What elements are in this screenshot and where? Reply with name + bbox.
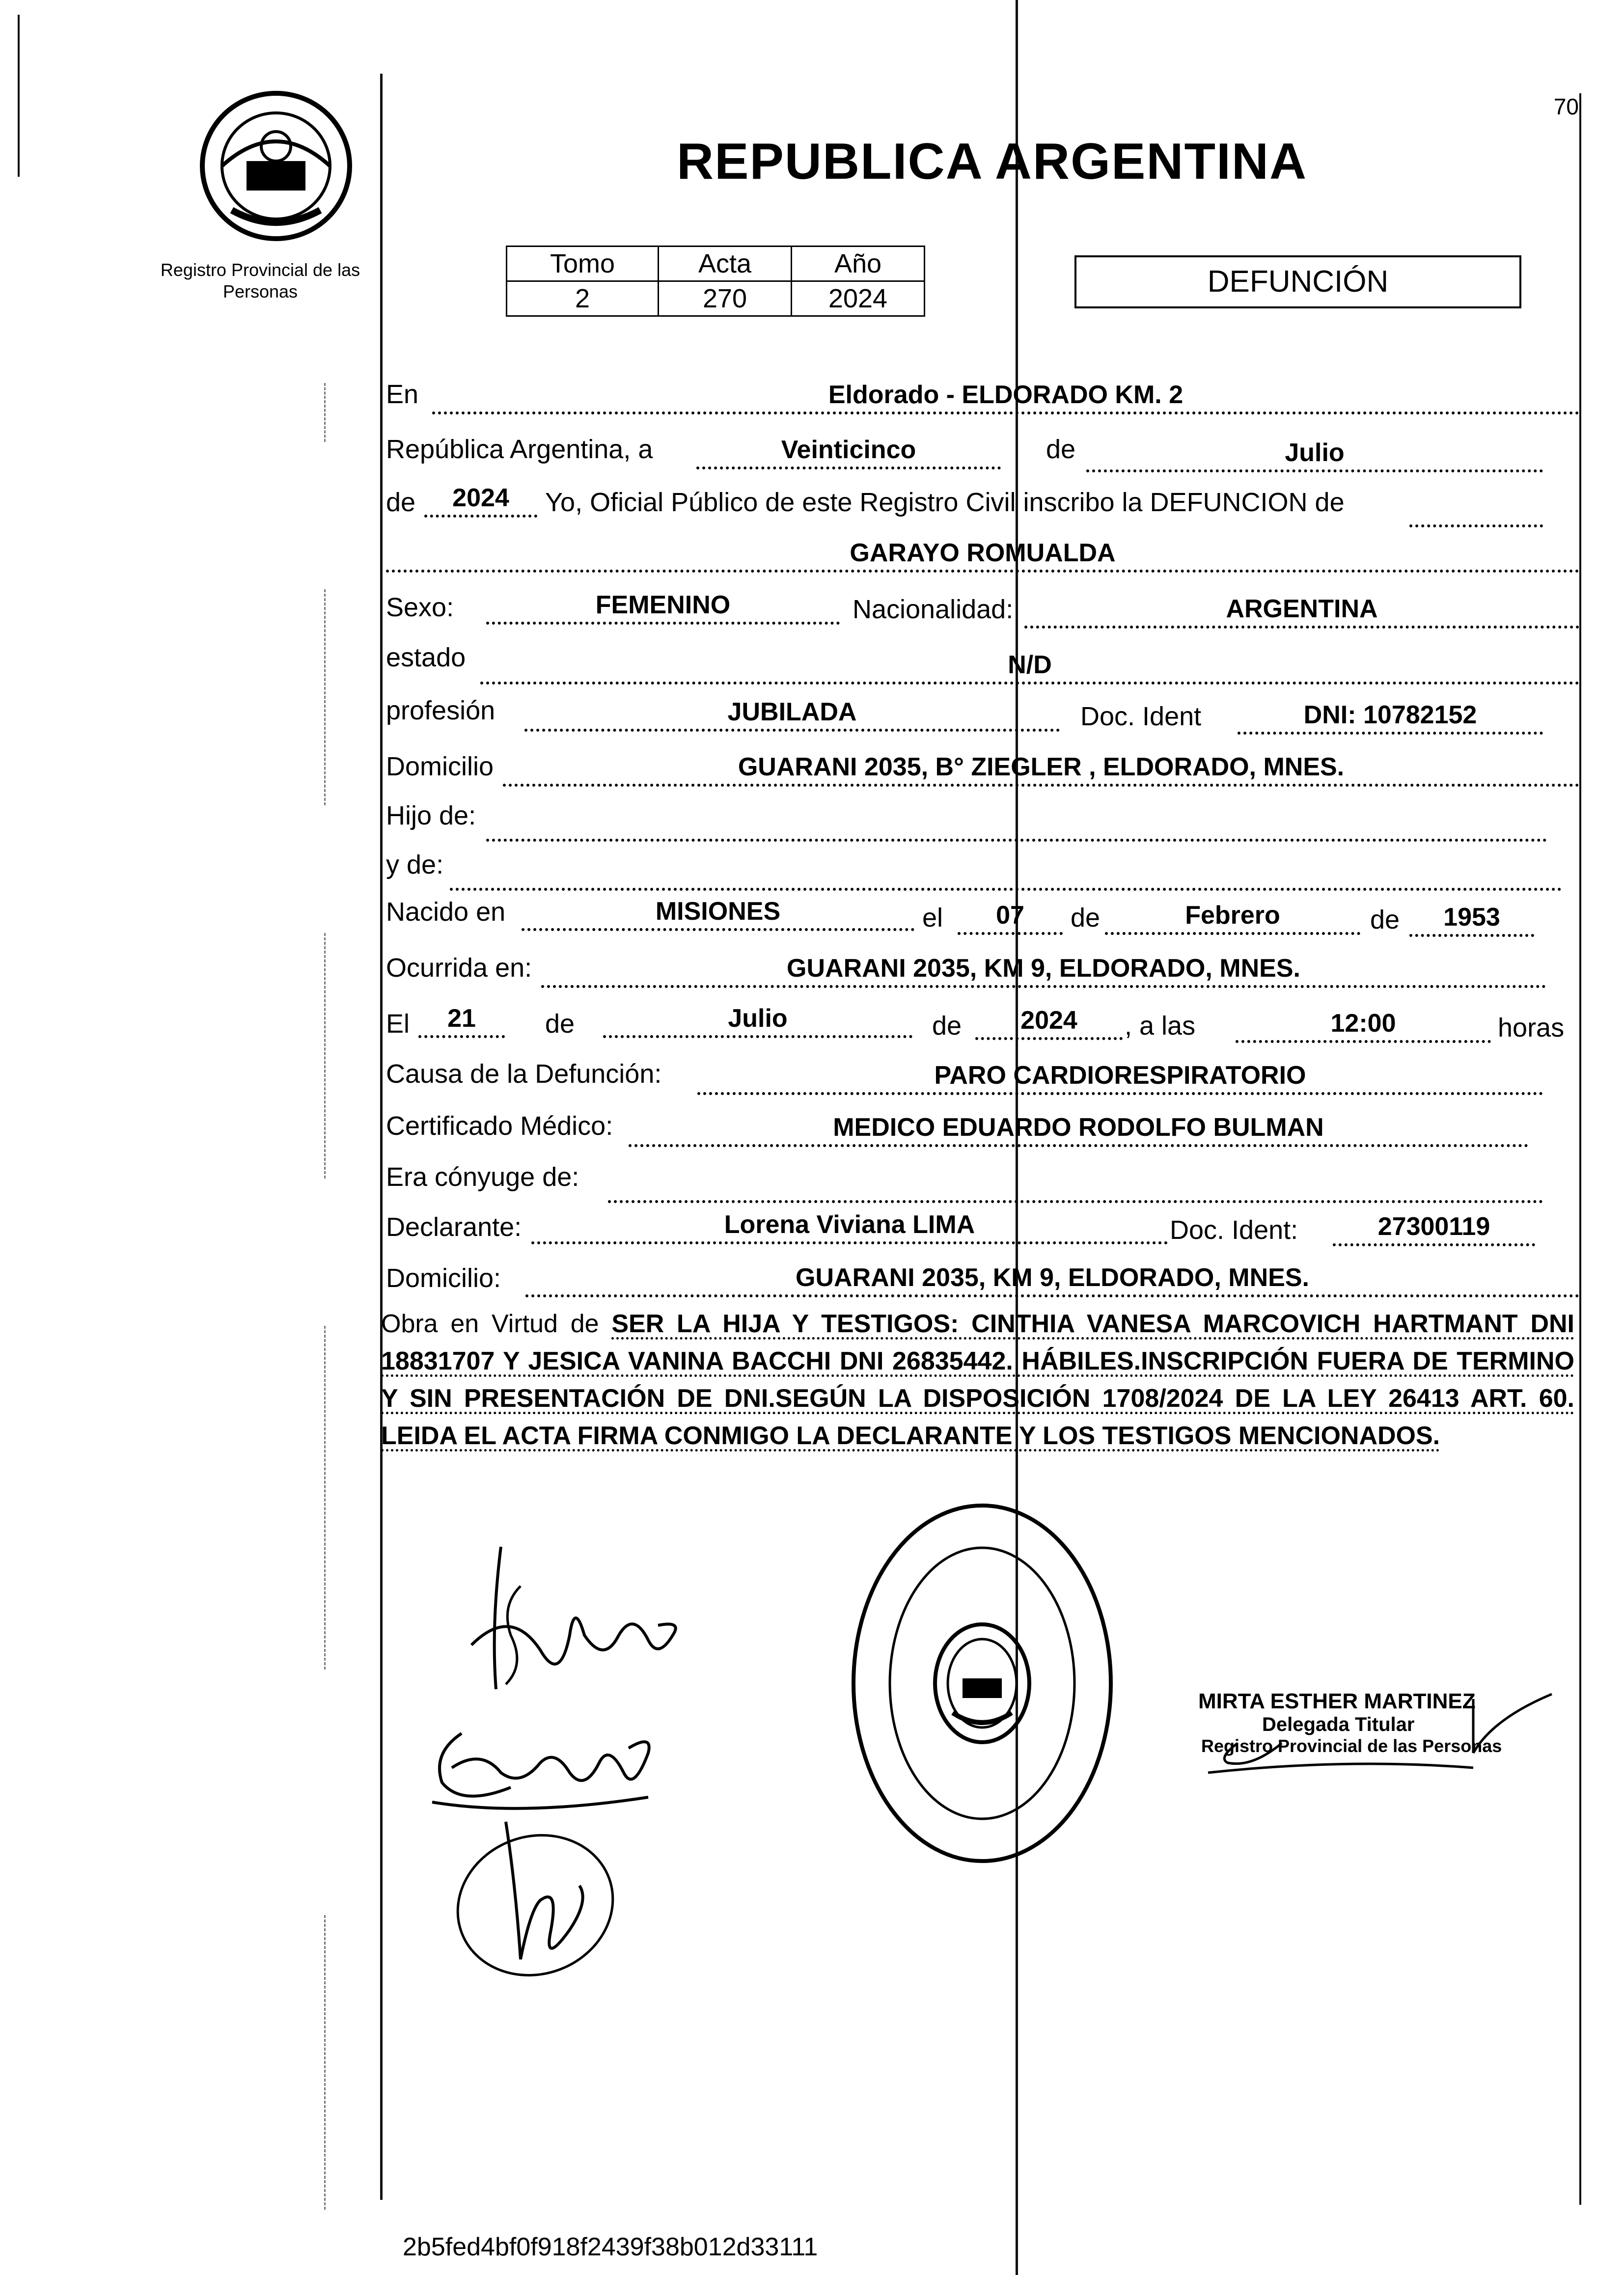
record-table bbox=[506, 246, 925, 317]
causa-label: Causa de la Defunción: bbox=[386, 1059, 662, 1089]
fall-dia-field: 21 bbox=[418, 1006, 505, 1038]
declarante-field: Lorena Viviana LIMA bbox=[531, 1212, 1168, 1244]
causa-field: PARO CARDIORESPIRATORIO bbox=[697, 1063, 1543, 1095]
province-seal-icon bbox=[193, 87, 359, 245]
signature-3 bbox=[442, 1812, 629, 1984]
cert-label: Certificado Médico: bbox=[386, 1111, 613, 1141]
record-type-box: DEFUNCIÓN bbox=[1074, 255, 1521, 308]
anio-field: 2024 bbox=[424, 485, 537, 518]
right-border bbox=[1579, 93, 1581, 2205]
left-dash-mark bbox=[324, 1915, 326, 2210]
obra-text: SER LA HIJA Y TESTIGOS: CINTHIA VANESA MARCOVICH HARTMANT DNI 18831707 Y JESICA VANINA BACCHI DNI 26835442. HÁBILES.INSCRIPCIÓN FUERA DE TERMINO Y SIN PRESENTACIÓN DE DNI.SEGÚN LA DISPOSICIÓN 1708/2024 DE LA LEY 26413 ART. 60. LEIDA EL ACTA FIRMA CONMIGO LA DECLARANTE Y LOS TESTIGOS MENCIONADOS. bbox=[381, 1310, 1574, 1450]
estado-label: estado bbox=[386, 643, 466, 672]
nacido-lugar-field: MISIONES bbox=[522, 899, 914, 931]
record-header-tomo: Tomo bbox=[507, 247, 659, 281]
record-header-anio: Año bbox=[792, 247, 925, 281]
fall-mes-field: Julio bbox=[603, 1006, 912, 1038]
signature-2 bbox=[422, 1704, 678, 1817]
sexo-field: FEMENINO bbox=[486, 592, 840, 625]
profesion-label: profesión bbox=[386, 696, 495, 725]
mes-field: Julio bbox=[1086, 440, 1543, 472]
ocurrida-label: Ocurrida en: bbox=[386, 953, 532, 983]
de-label-2: de bbox=[386, 488, 416, 517]
official-title: Delegada Titular bbox=[1262, 1714, 1415, 1735]
profesion-field: JUBILADA bbox=[524, 699, 1060, 732]
conyuge-label: Era cónyuge de: bbox=[386, 1162, 579, 1192]
registry-label: Registro Provincial de las Personas bbox=[160, 260, 360, 302]
yo-text: Yo, Oficial Público de este Registro Civil inscribo la DEFUNCION de bbox=[545, 488, 1345, 517]
hijo-field bbox=[486, 809, 1547, 842]
hijo-label: Hijo de: bbox=[386, 801, 476, 830]
hora-field: 12:00 bbox=[1236, 1011, 1491, 1043]
left-dash-mark bbox=[324, 383, 326, 442]
record-header-acta: Acta bbox=[659, 247, 792, 281]
official-org: Registro Provincial de las Personas bbox=[1201, 1736, 1502, 1756]
defuncion-de-blank bbox=[1409, 495, 1543, 527]
form-left-border bbox=[380, 74, 383, 2200]
horas-label: horas bbox=[1498, 1013, 1565, 1042]
document-hash: 2b5fed4bf0f918f2439f38b012d33111 bbox=[403, 2233, 818, 2261]
el-label: el bbox=[922, 903, 943, 932]
nombre-field: GARAYO ROMUALDA bbox=[386, 540, 1579, 573]
left-dash-mark bbox=[324, 589, 326, 805]
decl-dom-field: GUARANI 2035, KM 9, ELDORADO, MNES. bbox=[525, 1265, 1579, 1297]
doc-label: Doc. Ident bbox=[1080, 702, 1202, 731]
decl-doc-label: Doc. Ident: bbox=[1170, 1215, 1298, 1245]
left-dash-mark bbox=[324, 1326, 326, 1670]
page-number: 70 bbox=[1553, 94, 1579, 119]
obra-label: Obra en Virtud de bbox=[381, 1310, 599, 1338]
el2-label: El bbox=[386, 1009, 410, 1039]
left-dash-mark bbox=[324, 933, 326, 1179]
fall-de-label-2: de bbox=[932, 1011, 962, 1041]
alas-label: , a las bbox=[1125, 1011, 1196, 1041]
yde-field bbox=[450, 858, 1562, 891]
estado-field: N/D bbox=[480, 652, 1579, 685]
lugar-field: Eldorado - ELDORADO KM. 2 bbox=[432, 382, 1579, 414]
dia-texto-field: Veinticinco bbox=[696, 437, 1001, 469]
nac-de-label: de bbox=[1071, 903, 1101, 932]
official-name: MIRTA ESTHER MARTINEZ bbox=[1198, 1689, 1476, 1713]
de-label: de bbox=[1046, 435, 1076, 464]
nac-dia-field: 07 bbox=[958, 903, 1063, 935]
obra-paragraph bbox=[381, 1305, 1574, 1454]
nac-mes-field: Febrero bbox=[1105, 903, 1360, 935]
fall-de-label: de bbox=[545, 1009, 575, 1039]
signature-1 bbox=[442, 1527, 697, 1704]
record-value-anio: 2024 bbox=[792, 281, 925, 316]
record-value-acta: 270 bbox=[659, 281, 792, 316]
decl-dom-label: Domicilio: bbox=[386, 1263, 501, 1293]
declarante-label: Declarante: bbox=[386, 1212, 522, 1242]
domicilio-label: Domicilio bbox=[386, 752, 494, 781]
decl-doc-field: 27300119 bbox=[1333, 1214, 1535, 1246]
nacionalidad-field: ARGENTINA bbox=[1024, 596, 1579, 629]
ocurrida-field: GUARANI 2035, KM 9, ELDORADO, MNES. bbox=[541, 956, 1546, 988]
nacido-label: Nacido en bbox=[386, 897, 506, 927]
fall-anio-field: 2024 bbox=[975, 1008, 1123, 1040]
record-value-tomo: 2 bbox=[507, 281, 659, 316]
sexo-label: Sexo: bbox=[386, 593, 454, 622]
conyuge-field bbox=[608, 1171, 1543, 1203]
left-margin-line bbox=[18, 15, 20, 177]
republica-label: República Argentina, a bbox=[386, 435, 653, 464]
domicilio-field: GUARANI 2035, B° ZIEGLER , ELDORADO, MNES. bbox=[503, 754, 1579, 787]
nacionalidad-label: Nacionalidad: bbox=[853, 595, 1014, 624]
yde-label: y de: bbox=[386, 850, 444, 879]
nac-de-label-2: de bbox=[1370, 905, 1400, 934]
en-label: En bbox=[386, 380, 419, 409]
doc-field: DNI: 10782152 bbox=[1238, 702, 1543, 735]
cert-field: MEDICO EDUARDO RODOLFO BULMAN bbox=[629, 1115, 1528, 1147]
official-signature bbox=[1198, 1689, 1591, 1836]
delegation-stamp bbox=[845, 1497, 1120, 1870]
page-title: REPUBLICA ARGENTINA bbox=[677, 133, 1308, 190]
nac-anio-field: 1953 bbox=[1409, 905, 1534, 937]
